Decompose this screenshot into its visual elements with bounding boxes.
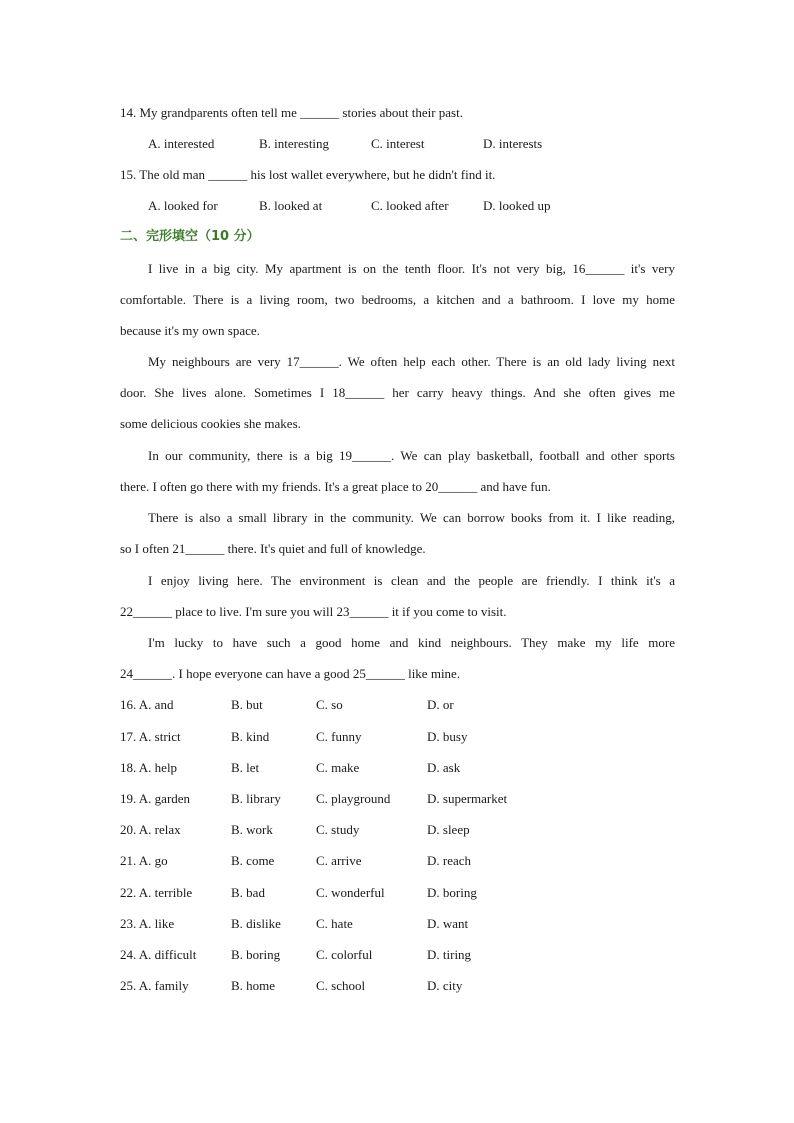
choice-25-b: B. home	[231, 978, 276, 993]
choice-21-b: B. come	[231, 853, 275, 868]
choice-20-d: D. sleep	[427, 822, 470, 837]
question-15-option-c: C. looked after	[371, 198, 449, 213]
passage-line: there. I often go there with my friends. It's a great place to 20______ and have fun.	[120, 479, 551, 494]
choice-17-c: C. funny	[316, 729, 362, 744]
choice-24-d: D. tiring	[427, 947, 472, 962]
choice-17-a: 17. A. strict	[120, 729, 181, 744]
choice-17-b: B. kind	[231, 729, 270, 744]
choice-22-d: D. boring	[427, 885, 477, 900]
question-15-option-a: A. looked for	[148, 198, 218, 213]
choice-17-d: D. busy	[427, 729, 468, 744]
choice-23-a: 23. A. like	[120, 916, 175, 931]
choice-16-b: B. but	[231, 697, 263, 712]
section-heading-cloze: 二、完形填空（10 分）	[120, 229, 260, 244]
choice-24-a: 24. A. difficult	[120, 947, 197, 962]
question-15-option-b: B. looked at	[259, 198, 323, 213]
choice-22-c: C. wonderful	[316, 885, 385, 900]
choice-19-a: 19. A. garden	[120, 791, 191, 806]
passage-line: comfortable. There is a living room, two bedrooms, a kitchen and a bathroom. I love my home	[120, 292, 675, 307]
passage-line: door. She lives alone. Sometimes I 18______ her carry heavy things. And she often gives me	[120, 385, 675, 400]
choice-18-c: C. make	[316, 760, 360, 775]
choice-20-a: 20. A. relax	[120, 822, 181, 837]
question-14-option-a: A. interested	[148, 136, 215, 151]
choice-22-a: 22. A. terrible	[120, 885, 193, 900]
passage-line: I enjoy living here. The environment is clean and the people are friendly. I think it's a	[148, 573, 675, 588]
choice-20-c: C. study	[316, 822, 360, 837]
choice-16-a: 16. A. and	[120, 697, 174, 712]
choice-23-c: C. hate	[316, 916, 353, 931]
passage-line: My neighbours are very 17______. We often help each other. There is an old lady living next	[148, 354, 675, 369]
question-14-option-b: B. interesting	[259, 136, 330, 151]
choice-16-d: D. or	[427, 697, 454, 712]
question-15-option-d: D. looked up	[483, 198, 551, 213]
choice-19-c: C. playground	[316, 791, 391, 806]
choice-18-b: B. let	[231, 760, 260, 775]
choice-24-b: B. boring	[231, 947, 281, 962]
choice-24-c: C. colorful	[316, 947, 373, 962]
passage-line: I'm lucky to have such a good home and kind neighbours. They make my life more	[148, 635, 675, 650]
choice-25-d: D. city	[427, 978, 463, 993]
passage-line: In our community, there is a big 19______. We can play basketball, football and other sports	[148, 448, 675, 463]
choice-18-d: D. ask	[427, 760, 461, 775]
choice-20-b: B. work	[231, 822, 273, 837]
passage-line: 24______. I hope everyone can have a good 25______ like mine.	[120, 666, 461, 681]
choice-21-c: C. arrive	[316, 853, 362, 868]
question-14-option-d: D. interests	[483, 136, 543, 151]
passage-line: some delicious cookies she makes.	[120, 416, 301, 431]
passage-line: There is also a small library in the community. We can borrow books from it. I like reading,	[148, 510, 675, 525]
choice-18-a: 18. A. help	[120, 760, 178, 775]
choice-16-c: C. so	[316, 697, 343, 712]
passage-line: so I often 21______ there. It's quiet and full of knowledge.	[120, 541, 426, 556]
choice-23-b: B. dislike	[231, 916, 281, 931]
passage-line: I live in a big city. My apartment is on the tenth floor. It's not very big, 16______ it's very	[148, 261, 675, 276]
passage-line: because it's my own space.	[120, 323, 260, 338]
choice-25-a: 25. A. family	[120, 978, 189, 993]
choice-21-d: D. reach	[427, 853, 472, 868]
question-15-stem: 15. The old man ______ his lost wallet everywhere, but he didn't find it.	[120, 167, 496, 182]
choice-23-d: D. want	[427, 916, 469, 931]
choice-22-b: B. bad	[231, 885, 265, 900]
choice-19-b: B. library	[231, 791, 281, 806]
question-14-stem: 14. My grandparents often tell me ______ stories about their past.	[120, 105, 463, 120]
choice-19-d: D. supermarket	[427, 791, 508, 806]
choice-21-a: 21. A. go	[120, 853, 168, 868]
passage-line: 22______ place to live. I'm sure you will 23______ it if you come to visit.	[120, 604, 507, 619]
question-14-option-c: C. interest	[371, 136, 425, 151]
choice-25-c: C. school	[316, 978, 366, 993]
